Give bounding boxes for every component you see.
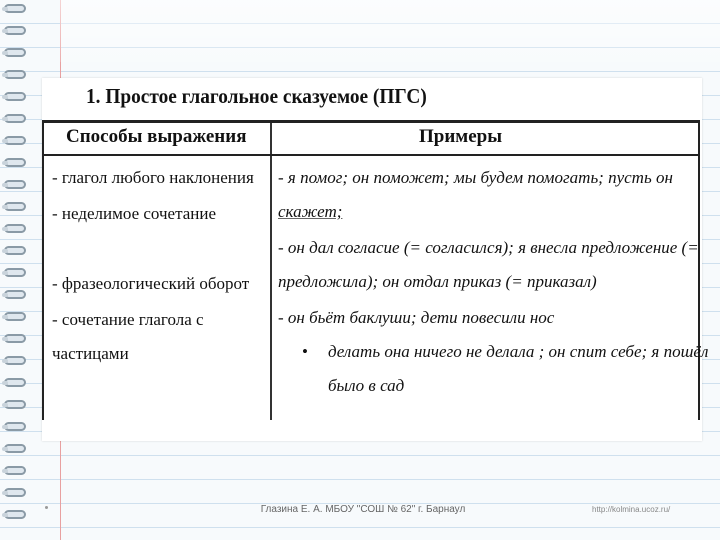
spiral-ring — [4, 136, 26, 145]
spiral-ring — [4, 356, 26, 365]
spiral-ring — [4, 378, 26, 387]
slide-image — [42, 78, 709, 441]
spiral-ring — [4, 202, 26, 211]
method-item: - неделимое сочетание — [52, 204, 216, 223]
spiral-ring — [4, 180, 26, 189]
header-methods: Способы выражения — [66, 126, 247, 147]
spiral-ring — [4, 158, 26, 167]
spiral-ring — [4, 4, 26, 13]
method-item: - фразеологический оборот — [52, 274, 250, 293]
examples-table — [42, 120, 709, 420]
spiral-ring — [4, 312, 26, 321]
example-line: делать она ничего не делала ; он спит себе; я пошёл — [328, 342, 709, 361]
example-line: - он дал согласие (= согласился); я внесла предложение (= — [278, 238, 699, 257]
title-placeholder-band — [60, 0, 720, 62]
column-divider — [270, 123, 272, 420]
method-item: частицами — [52, 344, 129, 363]
spiral-ring — [4, 422, 26, 431]
footer-dot — [45, 506, 48, 509]
spiral-ring — [4, 48, 26, 57]
spiral-ring — [4, 334, 26, 343]
example-line: было в сад — [328, 376, 405, 395]
method-item: - глагол любого наклонения — [52, 168, 254, 187]
example-line: - я помог; он поможет; мы будем помогать; пусть он — [278, 168, 673, 187]
method-item: - сочетание глагола с — [52, 310, 204, 329]
spiral-ring — [4, 114, 26, 123]
spiral-ring — [4, 26, 26, 35]
spiral-ring — [4, 224, 26, 233]
spiral-ring — [4, 92, 26, 101]
bullet-icon: • — [302, 342, 308, 361]
spiral-ring — [4, 510, 26, 519]
example-line: предложила); он отдал приказ (= приказал) — [278, 272, 597, 291]
example-line: скажет; — [278, 202, 343, 221]
spiral-ring — [4, 70, 26, 79]
spiral-ring — [4, 246, 26, 255]
notebook-spiral — [0, 0, 30, 540]
spiral-ring — [4, 444, 26, 453]
header-examples: Примеры — [419, 126, 503, 147]
header-rule — [44, 154, 698, 156]
footer-author: Глазина Е. А. МБОУ "СОШ № 62" г. Барнаул — [260, 504, 466, 515]
spiral-ring — [4, 290, 26, 299]
spiral-ring — [4, 466, 26, 475]
spiral-ring — [4, 268, 26, 277]
footer-url: http://kolmina.ucoz.ru/ — [592, 505, 671, 514]
spiral-ring — [4, 400, 26, 409]
example-line: - он бьёт баклуши; дети повесили нос — [278, 308, 555, 327]
slide-title: 1. Простое глагольное сказуемое (ПГС) — [86, 84, 427, 108]
spiral-ring — [4, 488, 26, 497]
